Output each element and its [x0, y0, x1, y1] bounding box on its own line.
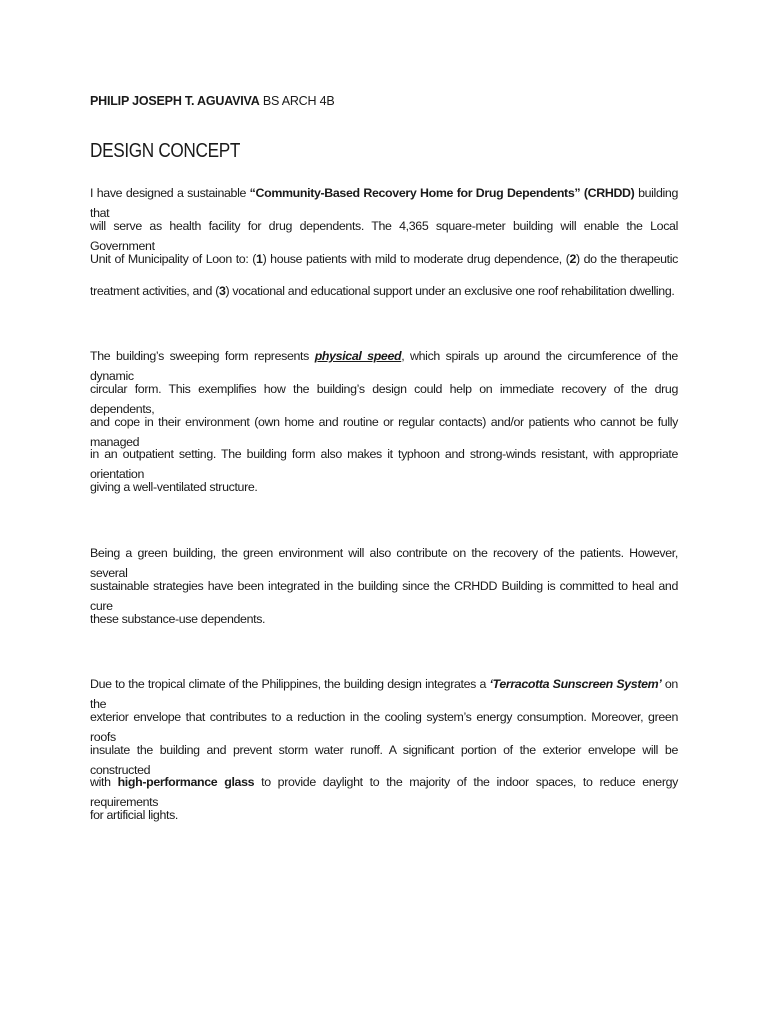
text-run: ) vocational and educational support under an exclusive one roof rehabilitation dwelling. — [225, 284, 675, 299]
paragraph-line: in an outpatient setting. The building form also makes it typhoon and strong-winds resistant, with appropriate orientation — [90, 447, 678, 482]
text-run: Due to the tropical climate of the Philippines, the building design integrates a — [90, 677, 490, 691]
list-number: 1 — [256, 251, 263, 266]
paragraph-line: and cope in their environment (own home and routine or regular contacts) and/or patients who cannot be fully managed — [90, 414, 678, 449]
text-run: , which spirals up around the circumference of the dynamic — [90, 349, 678, 383]
author-course: BS ARCH 4B — [262, 94, 335, 108]
author-line — [90, 94, 335, 108]
emphasis-phrase: physical speed — [314, 349, 402, 363]
paragraph-line — [90, 674, 678, 711]
author-name: PHILIP JOSEPH T. AGUAVIVA — [90, 94, 260, 108]
paragraph-line: sustainable strategies have been integrated in the building since the CRHDD Building is committed to heal and cure — [90, 578, 678, 613]
project-name: “Community-Based Recovery Home for Drug Dependents” (CRHDD) — [249, 186, 635, 200]
text-run: with — [90, 775, 118, 790]
paragraph-line — [90, 249, 678, 282]
text-run: Unit of Municipality of Loon to: ( — [90, 251, 257, 266]
paragraph-line: circular form. This exemplifies how the building’s design could help on immediate recovery of the drug dependents, — [90, 381, 678, 416]
text-run: ) house patients with mild to moderate drug dependence, ( — [262, 251, 570, 266]
paragraph-line: these substance-use dependents. — [90, 611, 266, 626]
text-run: treatment activities, and ( — [90, 284, 219, 299]
paragraph-2 — [90, 346, 678, 510]
emphasis-phrase: high-performance glass — [117, 775, 255, 790]
page-title: DESIGN CONCEPT — [90, 140, 241, 162]
paragraph-line: insulate the building and prevent storm water runoff. A significant portion of the exterior envelope will be constructed — [90, 742, 678, 777]
paragraph-3 — [90, 543, 678, 641]
text-run: The building’s sweeping form represents — [90, 349, 315, 363]
paragraph-line — [90, 772, 678, 810]
text-run: I have designed a sustainable — [90, 186, 250, 200]
paragraph-line: exterior envelope that contributes to a reduction in the cooling system’s energy consumption. Moreover, green roofs — [90, 709, 678, 744]
paragraph-1 — [90, 183, 678, 314]
paragraph-line: for artificial lights. — [90, 808, 179, 823]
paragraph-line — [90, 183, 678, 220]
text-run: ) do the therapeutic — [576, 251, 678, 266]
list-number: 2 — [569, 251, 577, 266]
paragraph-line: giving a well-ventilated structure. — [90, 480, 258, 495]
emphasis-phrase: ‘Terracotta Sunscreen System’ — [489, 677, 662, 691]
list-number: 3 — [218, 284, 226, 299]
text-run: building that — [90, 186, 678, 220]
text-run: on the — [90, 677, 678, 711]
text-run: to provide daylight to the majority of the indoor spaces, to reduce energy requirements — [90, 775, 678, 810]
paragraph-line — [90, 346, 678, 383]
paragraph-4 — [90, 674, 678, 838]
paragraph-line: will serve as health facility for drug dependents. The 4,365 square-meter building will enable the Local Government — [90, 218, 678, 253]
paragraph-line — [90, 281, 678, 314]
paragraph-line: Being a green building, the green environment will also contribute on the recovery of the patients. However, several — [90, 546, 678, 580]
